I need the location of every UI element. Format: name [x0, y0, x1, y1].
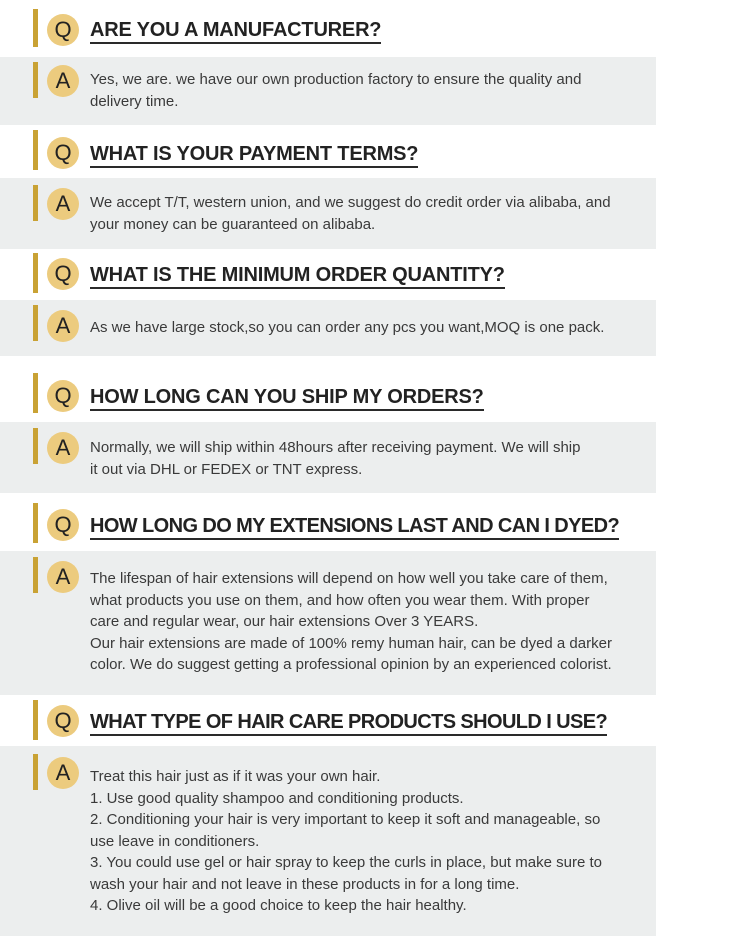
answer-line: 1. Use good quality shampoo and conditioning products.	[90, 789, 464, 807]
answer-marker-icon: A	[47, 65, 79, 97]
faq-answer	[90, 192, 655, 235]
question-accent-bar	[33, 503, 38, 543]
question-marker-icon: Q	[47, 258, 79, 290]
answer-accent-bar	[33, 557, 38, 593]
answer-marker-icon: A	[47, 188, 79, 220]
faq-answer	[90, 317, 655, 339]
answer-marker-icon: A	[47, 561, 79, 593]
answer-line: Our hair extensions are made of 100% remy human hair, can be dyed a darker	[90, 634, 612, 652]
faq-question: HOW LONG DO MY EXTENSIONS LAST AND CAN I DYED?	[90, 515, 619, 540]
answer-line: care and regular wear, our hair extensions Over 3 YEARS.	[90, 613, 479, 630]
faq-question: WHAT IS YOUR PAYMENT TERMS?	[90, 143, 418, 168]
question-accent-bar	[33, 700, 38, 740]
question-accent-bar	[33, 130, 38, 170]
answer-accent-bar	[33, 305, 38, 341]
answer-line: delivery time.	[90, 92, 179, 110]
faq-answer	[90, 69, 655, 112]
answer-marker-icon: A	[47, 757, 79, 789]
answer-line: The lifespan of hair extensions will depend on how well you take care of them,	[90, 570, 608, 587]
answer-line: As we have large stock,so you can order any pcs you want,MOQ is one pack.	[90, 319, 605, 336]
answer-marker-icon: A	[47, 310, 79, 342]
question-accent-bar	[33, 9, 38, 47]
answer-line: what products you use on them, and how often you wear them. With proper	[90, 591, 590, 609]
answer-line: Treat this hair just as if it was your own hair.	[90, 768, 381, 785]
answer-accent-bar	[33, 62, 38, 98]
answer-accent-bar	[33, 185, 38, 221]
question-marker-icon: Q	[47, 380, 79, 412]
question-marker-icon: Q	[47, 14, 79, 46]
answer-accent-bar	[33, 754, 38, 790]
answer-line: use leave in conditioners.	[90, 832, 260, 850]
question-marker-icon: Q	[47, 137, 79, 169]
answer-line: Normally, we will ship within 48hours after receiving payment. We will ship	[90, 439, 581, 456]
faq-answer	[90, 568, 655, 676]
question-marker-icon: Q	[47, 705, 79, 737]
answer-line: color. We do suggest getting a professional opinion by an experienced colorist.	[90, 656, 612, 673]
faq-question: HOW LONG CAN YOU SHIP MY ORDERS?	[90, 386, 484, 411]
question-marker-icon: Q	[47, 509, 79, 541]
faq-question: WHAT IS THE MINIMUM ORDER QUANTITY?	[90, 264, 505, 289]
answer-line: We accept T/T, western union, and we suggest do credit order via alibaba, and	[90, 194, 611, 211]
faq-question: WHAT TYPE OF HAIR CARE PRODUCTS SHOULD I USE?	[90, 711, 607, 736]
answer-accent-bar	[33, 428, 38, 464]
question-accent-bar	[33, 373, 38, 413]
answer-line: Yes, we are. we have our own production factory to ensure the quality and	[90, 71, 582, 88]
faq-answer	[90, 766, 655, 917]
question-accent-bar	[33, 253, 38, 293]
faq-question: ARE YOU A MANUFACTURER?	[90, 19, 381, 44]
answer-line: 4. Olive oil will be a good choice to keep the hair healthy.	[90, 897, 467, 914]
answer-line: your money can be guaranteed on alibaba.	[90, 215, 376, 233]
faq-answer	[90, 437, 655, 480]
answer-marker-icon: A	[47, 432, 79, 464]
answer-line: it out via DHL or FEDEX or TNT express.	[90, 460, 363, 478]
answer-line: 2. Conditioning your hair is very important to keep it soft and manageable, so	[90, 811, 601, 828]
answer-line: 3. You could use gel or hair spray to keep the curls in place, but make sure to	[90, 854, 602, 871]
answer-line: wash your hair and not leave in these products in for a long time.	[90, 875, 520, 893]
